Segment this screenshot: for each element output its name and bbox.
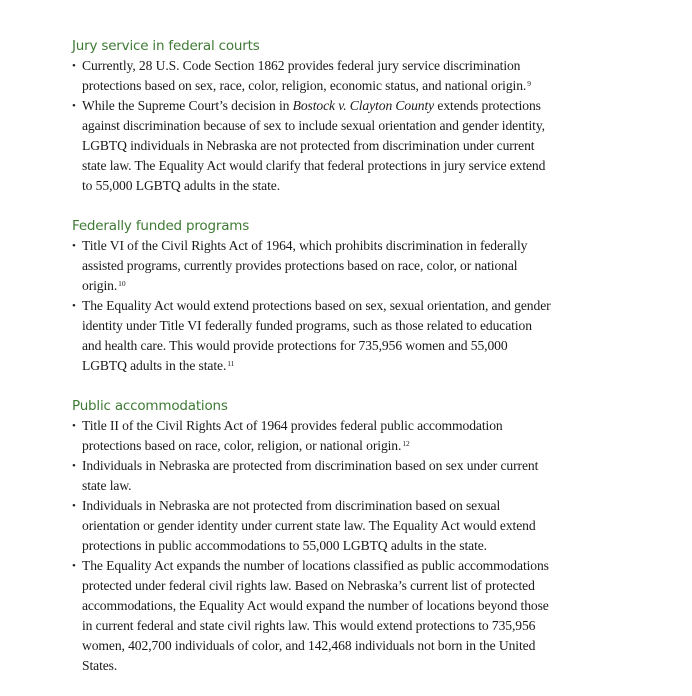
section-federally-funded-programs bbox=[72, 216, 552, 376]
bullet-text: Title VI of the Civil Rights Act of 1964, which prohibits discrimination in federally assisted programs, currently provides protections based on race, color, or national origin. bbox=[82, 238, 528, 293]
section-jury-service bbox=[72, 36, 552, 196]
bullet-item bbox=[72, 496, 552, 556]
bullet-list bbox=[72, 416, 552, 676]
bullet-item bbox=[72, 56, 552, 96]
footnote-marker: 9 bbox=[527, 79, 531, 88]
bullet-item bbox=[72, 416, 552, 456]
bullet-item bbox=[72, 236, 552, 296]
bullet-text: Individuals in Nebraska are not protected from discrimination based on sexual orientation or gender identity under current state law. The Equality Act would extend protections in public accommodations to 55,000 LGBTQ adults in the state. bbox=[82, 498, 536, 553]
bullet-item bbox=[72, 296, 552, 376]
section-heading: Public accommodations bbox=[72, 398, 228, 414]
footnote-marker: 10 bbox=[118, 279, 126, 288]
section-public-accommodations bbox=[72, 396, 552, 676]
bullet-text: extends protections against discrimination because of sex to include sexual orientation and gender identity, LGBTQ individuals in Nebraska are not protected from discrimination under current state law. The Equality Act would clarify that federal protections in jury service extend to 55,000 LGBTQ adults in the state. bbox=[82, 98, 546, 193]
bullet-text: While the Supreme Court’s decision in bbox=[82, 98, 293, 113]
bullet-text: Individuals in Nebraska are protected from discrimination based on sex under current state law. bbox=[82, 458, 539, 493]
case-name: Bostock v. Clayton County bbox=[292, 98, 435, 113]
bullet-text: The Equality Act expands the number of locations classified as public accommodations protected under federal civil rights law. Based on Nebraska’s current list of protected accommodations, the Equality Act would expand the number of locations beyond those in current federal and state civil rights law. This would extend protections to 735,956 women, 402,700 individuals of color, and 142,468 individuals not born in the United States. bbox=[82, 558, 549, 673]
bullet-item bbox=[72, 456, 552, 496]
document-page bbox=[72, 36, 552, 696]
section-heading: Jury service in federal courts bbox=[72, 38, 260, 54]
bullet-text: Title II of the Civil Rights Act of 1964 provides federal public accommodation protections based on race, color, religion, or national origin. bbox=[82, 418, 503, 453]
section-heading: Federally funded programs bbox=[72, 218, 250, 234]
bullet-text: Currently, 28 U.S. Code Section 1862 provides federal jury service discrimination protections based on sex, race, color, religion, economic status, and national origin. bbox=[82, 58, 527, 93]
bullet-list bbox=[72, 236, 552, 376]
bullet-list bbox=[72, 56, 552, 196]
footnote-marker: 11 bbox=[227, 359, 235, 368]
bullet-item bbox=[72, 96, 552, 196]
footnote-marker: 12 bbox=[402, 439, 410, 448]
bullet-item bbox=[72, 556, 552, 676]
bullet-text: The Equality Act would extend protections based on sex, sexual orientation, and gender identity under Title VI federally funded programs, such as those related to education and health care. This would provide protections for 735,956 women and 55,000 LGBTQ adults in the state. bbox=[82, 298, 551, 373]
